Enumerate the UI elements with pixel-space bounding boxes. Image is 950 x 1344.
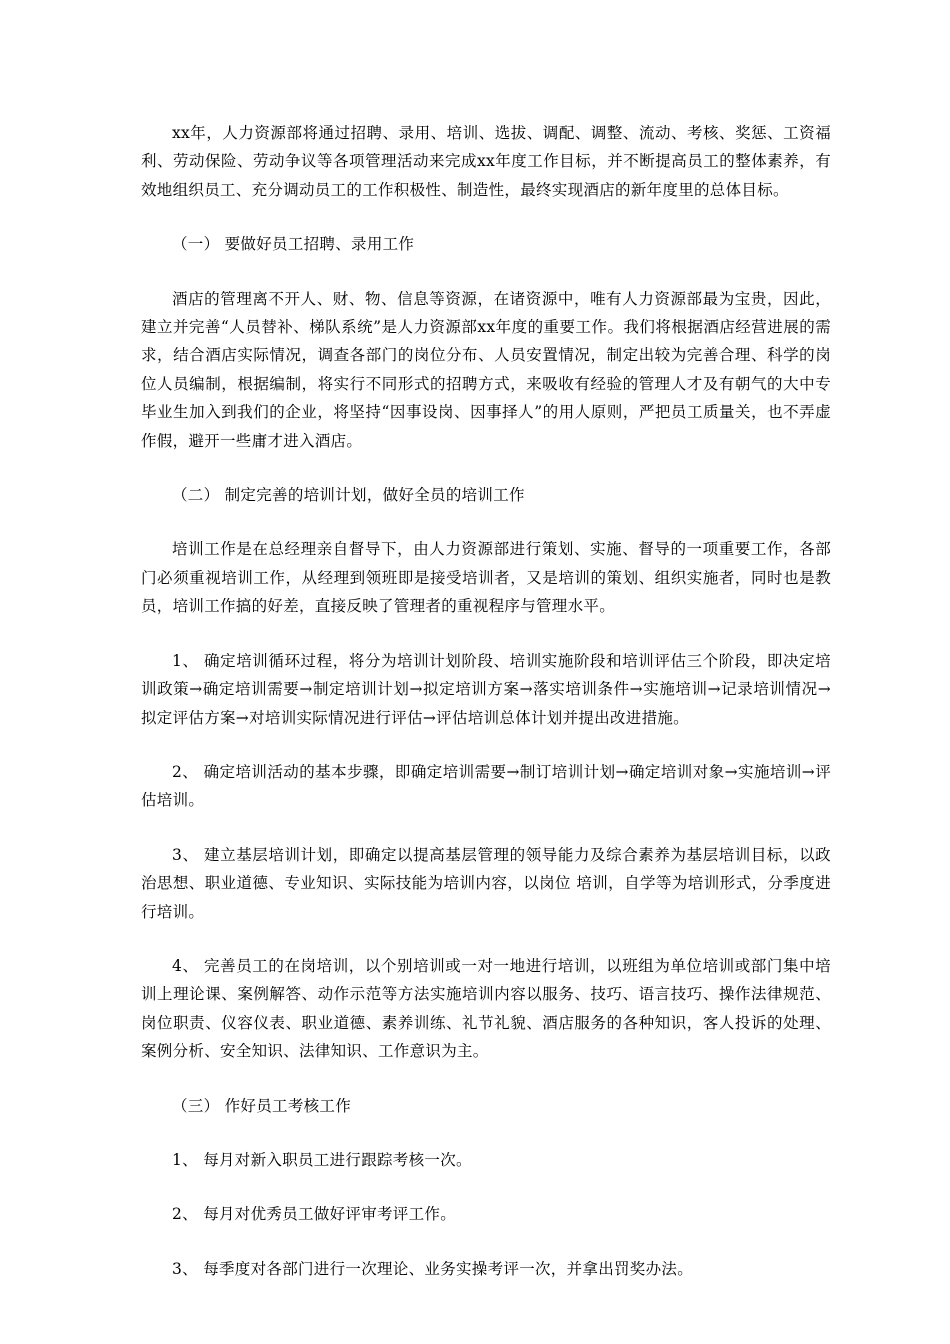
assessment-item-2: 2、 每月对优秀员工做好评审考评工作。 (172, 1205, 456, 1224)
assessment-item-1: 1、 每月对新入职员工进行跟踪考核一次。 (172, 1150, 472, 1169)
section-heading-assessment: （三） 作好员工考核工作 (172, 1096, 352, 1115)
section-heading-recruitment: （一） 要做好员工招聘、录用工作 (172, 235, 415, 254)
intro-paragraph: xx年，人力资源部将通过招聘、录用、培训、选拔、调配、调整、流动、考核、奖惩、工资福利、劳动保险、劳动争议等各项管理活动来完成xx年度工作目标，并不断提高员工的整体素养，有效地组织员工、充分调动员工的工作积极性、制造性，最终实现酒店的新年度里的总体目标。 (141, 124, 831, 199)
section-heading-training: （二） 制定完善的培训计划，做好全员的培训工作 (172, 486, 525, 505)
training-item-2: 2、 确定培训活动的基本步骤，即确定培训需要→制订培训计划→确定培训对象→实施培训→评估培训。 (141, 762, 831, 810)
training-item-1: 1、 确定培训循环过程，将分为培训计划阶段、培训实施阶段和培训评估三个阶段，即决定培训政策→确定培训需要→制定培训计划→拟定培训方案→落实培训条件→实施培训→记录培训情况→拟定评估方案→对培训实际情况进行评估→评估培训总体计划并提出改进措施。 (141, 651, 831, 727)
recruitment-paragraph: 酒店的管理离不开人、财、物、信息等资源，在诸资源中，唯有人力资源部最为宝贵，因此，建立并完善“人员替补、梯队系统”是人力资源部xx年度的重要工作。我们将根据酒店经营进展的需求，结合酒店实际情况，调查各部门的岗位分布、人员安置情况，制定出较为完善合理、科学的岗位人员编制，根据编制，将实行不同形式的招聘方式，来吸收有经验的管理人才及有朝气的大中专毕业生加入到我们的企业，将坚持“因事设岗、因事择人”的用人原则，严把员工质量关，也不弄虚作假，避开一些庸才进入酒店。 (141, 289, 831, 450)
assessment-item-3: 3、 每季度对各部门进行一次理论、业务实操考评一次，并拿出罚奖办法。 (172, 1259, 693, 1278)
training-item-3: 3、 建立基层培训计划，即确定以提高基层管理的领导能力及综合素养为基层培训目标，以政治思想、职业道德、专业知识、实际技能为培训内容，以岗位 培训，自学等为培训形式，分季度进行培训。 (141, 845, 831, 921)
document-page (141, 119, 831, 1309)
training-item-4: 4、 完善员工的在岗培训，以个别培训或一对一地进行培训，以班组为单位培训或部门集中培训上理论课、案例解答、动作示范等方法实施培训内容以服务、技巧、语言技巧、操作法律规范、岗位职责、仪容仪表、职业道德、素养训练、礼节礼貌、酒店服务的各种知识，客人投诉的处理、案例分析、安全知识、法律知识、工作意识为主。 (141, 956, 831, 1061)
training-paragraph: 培训工作是在总经理亲自督导下，由人力资源部进行策划、实施、督导的一项重要工作，各部门必须重视培训工作，从经理到领班即是接受培训者，又是培训的策划、组织实施者，同时也是教员，培训工作搞的好差，直接反映了管理者的重视程序与管理水平。 (141, 540, 831, 616)
